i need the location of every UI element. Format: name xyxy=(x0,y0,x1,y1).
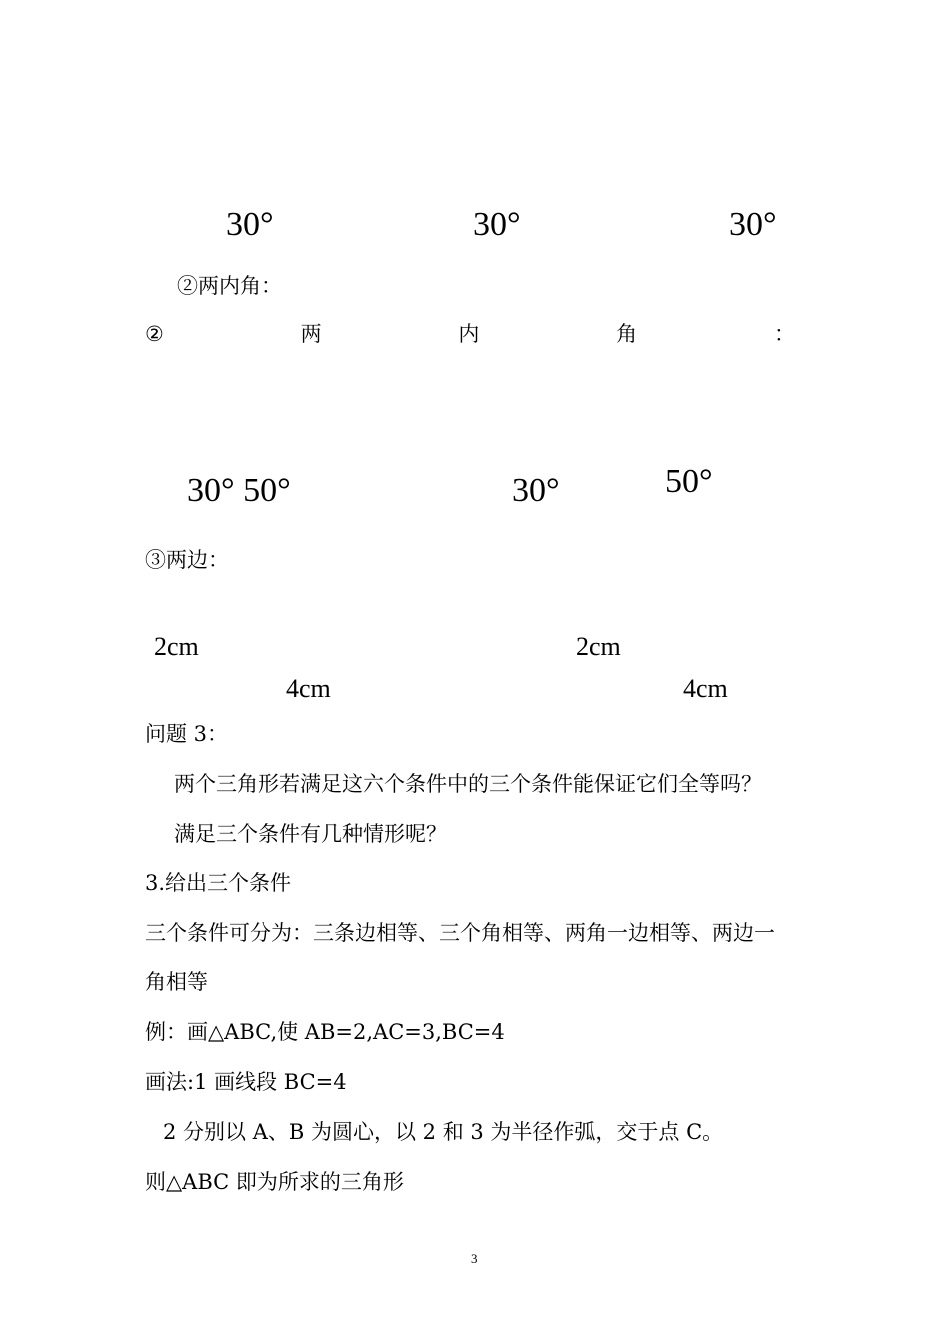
item2-spread-line xyxy=(145,324,795,345)
question3-line1: 两个三角形若满足这六个条件中的三个条件能保证它们全等吗？ xyxy=(174,772,762,796)
section3-line2: 角相等 xyxy=(145,970,208,994)
method-step2: 2 分别以 A、B 为圆心，以 2 和 3 为半径作弧，交于点 C。 xyxy=(163,1120,724,1144)
item2-heading: ②两内角： xyxy=(177,274,282,298)
item3-heading: ③两边： xyxy=(145,548,229,572)
example-line: 例：画△ABC,使 AB=2,AC=3,BC=4 xyxy=(145,1020,505,1044)
side-label-left-short: 2cm xyxy=(154,632,199,661)
spread-char-2: 两 xyxy=(300,322,322,346)
spread-char-4: 角 xyxy=(616,322,638,346)
angle-pair-label: 30° 50° xyxy=(187,472,291,509)
page-number: 3 xyxy=(471,1251,478,1266)
spread-char-3: 内 xyxy=(458,322,480,346)
question3-label: 问题 3： xyxy=(145,722,229,746)
angle-label-2: 30° xyxy=(473,206,521,243)
method-step1: 画法:1 画线段 BC=4 xyxy=(145,1070,347,1094)
spread-char-1: ② xyxy=(145,322,164,346)
angle-label-30: 30° xyxy=(512,472,560,509)
angle-label-1: 30° xyxy=(226,206,274,243)
side-label-left-long: 4cm xyxy=(286,674,331,703)
question3-line2: 满足三个条件有几种情形呢？ xyxy=(174,822,447,846)
angle-label-50: 50° xyxy=(665,463,713,500)
section3-line1: 三个条件可分为：三条边相等、三个角相等、两角一边相等、两边一 xyxy=(145,921,775,945)
side-label-right-long: 4cm xyxy=(683,674,728,703)
side-label-right-short: 2cm xyxy=(576,632,621,661)
spread-char-5: ： xyxy=(773,322,795,346)
angle-label-3: 30° xyxy=(729,206,777,243)
conclusion-line: 则△ABC 即为所求的三角形 xyxy=(145,1170,404,1194)
section3-heading: 3.给出三个条件 xyxy=(145,871,292,895)
